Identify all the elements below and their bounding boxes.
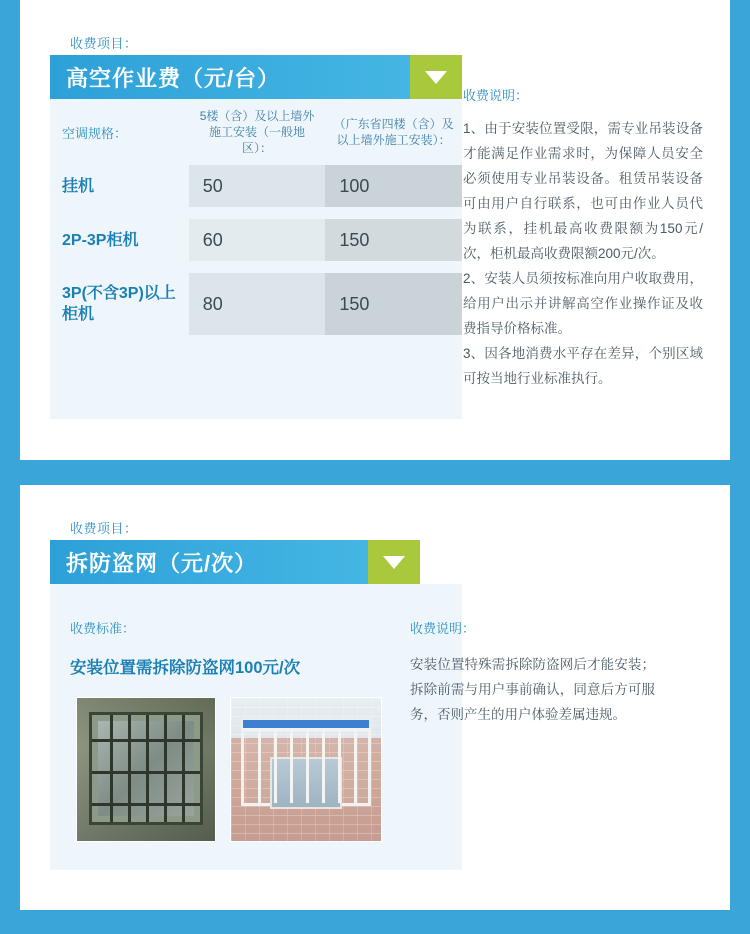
note-paragraph: 2、安装人员须按标准向用户收取费用，给用户出示并讲解高空作业操作证及收费指导价格标准。 [463, 271, 703, 336]
table-row [50, 273, 462, 335]
section1-item-label: 收费项目： [70, 36, 138, 51]
section2-inner [20, 485, 730, 910]
section1-title: 高空作业费（元/台） [50, 55, 410, 99]
row-value-2: 150 [325, 273, 462, 335]
section1-inner [20, 0, 730, 460]
section-high-altitude-fee [20, 0, 730, 460]
section1-notes [463, 85, 703, 391]
section-remove-security-net [20, 485, 730, 910]
photo2-bar [274, 731, 277, 803]
security-net-photo-2 [230, 697, 382, 842]
row-name: 2P-3P柜机 [62, 231, 139, 249]
section1-notes-title: 收费说明： [463, 88, 529, 103]
gap-cell [189, 261, 326, 273]
photo2-bar [290, 731, 293, 803]
header-col-2: （广东省四楼（含）及以上墙外施工安装）： [333, 117, 454, 147]
section1-title-bar [50, 55, 462, 99]
header-spec: 空调规格： [62, 125, 128, 141]
row-name: 3P(不含3P)以上柜机 [62, 285, 176, 323]
photo1-frame [89, 712, 203, 825]
row-value-1: 50 [189, 165, 326, 207]
row-gap [50, 207, 462, 219]
photo2-bar [322, 731, 325, 803]
row-value-1: 60 [189, 219, 326, 261]
section2-standard-text: 安装位置需拆除防盗网100元/次 [70, 659, 301, 677]
photo1-bar [92, 739, 200, 742]
section2-arrow-box [368, 540, 420, 584]
row-gap [50, 261, 462, 273]
gap-cell [325, 207, 462, 219]
section2-content-panel [50, 584, 462, 870]
header-col-1: 5楼（含）及以上墙外施工安装（一般地区）： [199, 109, 315, 155]
note-paragraph: 1、由于安装位置受限，需专业吊装设备才能满足作业需求时，为保障人员安全必须使用专业吊装设备。租赁吊装设备可由用户自行联系，也可由作业人员代为联系，挂机最高收费限额为150元/次，柜机最高收费限额200元/次。 [463, 121, 703, 261]
gap-cell [50, 261, 189, 273]
table-header-row [50, 99, 462, 165]
row-value-2: 100 [325, 165, 462, 207]
row-value-1: 80 [189, 273, 326, 335]
table-row [50, 219, 462, 261]
section2-title-bar [50, 540, 420, 584]
section2-notes-title: 收费说明： [410, 621, 476, 636]
photo1-bar [92, 803, 200, 806]
triangle-down-icon [425, 71, 447, 84]
row-name: 挂机 [62, 177, 95, 195]
table-row [50, 165, 462, 207]
photo2-bar [338, 731, 341, 803]
gap-cell [189, 207, 326, 219]
photo2-bar [306, 731, 309, 803]
gap-cell [325, 261, 462, 273]
photo2-cage [241, 728, 371, 806]
photo1-bar [92, 771, 200, 774]
section2-notes-body: 安装位置特殊需拆除防盗网后才能安装；拆除前需与用户事前确认，同意后方可服务，否则产生的用户体验差属违规。 [410, 657, 655, 722]
section2-standard-label: 收费标准： [70, 621, 136, 636]
section2-item-label: 收费项目： [70, 521, 138, 536]
fee-table [50, 99, 462, 335]
photo2-bar [354, 731, 357, 803]
photo2-bar [258, 731, 261, 803]
row-value-2: 150 [325, 219, 462, 261]
section1-table-wrap [50, 99, 462, 419]
security-net-photo-1 [76, 697, 216, 842]
triangle-down-icon [383, 556, 405, 569]
section2-title: 拆防盗网（元/次） [50, 540, 368, 584]
note-paragraph: 3、因各地消费水平存在差异，个别区域可按当地行业标准执行。 [463, 346, 703, 386]
section1-notes-body [463, 116, 703, 391]
section1-arrow-box [410, 55, 462, 99]
gap-cell [50, 207, 189, 219]
